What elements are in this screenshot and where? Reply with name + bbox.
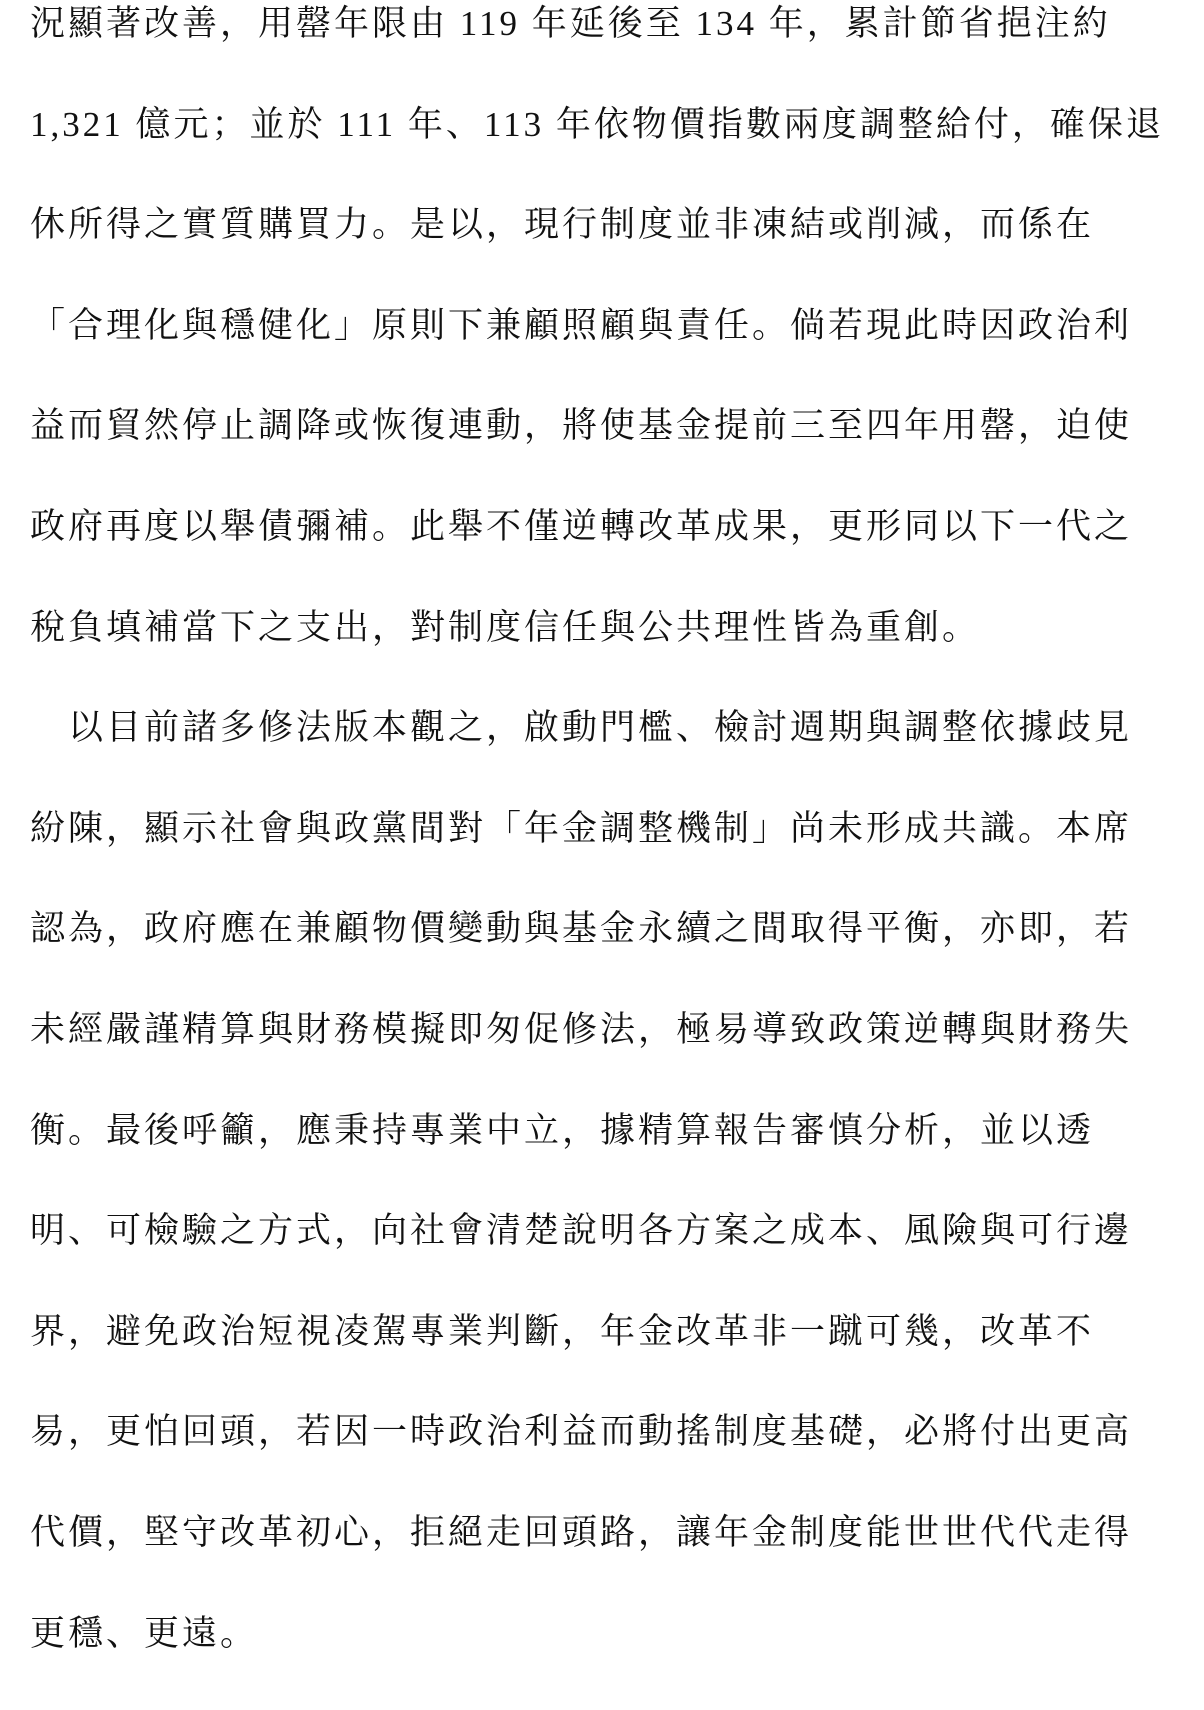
text-line: 紛陳，顯示社會與政黨間對「年金調整機制」尚未形成共識。本席: [30, 808, 1133, 848]
text-line: 易，更怕回頭，若因一時政治利益而動搖制度基礎，必將付出更高: [30, 1412, 1133, 1452]
text-line: 界，避免政治短視凌駕專業判斷，年金改革非一蹴可幾，改革不: [30, 1311, 1095, 1351]
text-line: 「合理化與穩健化」原則下兼顧照顧與責任。倘若現此時因政治利: [30, 305, 1133, 345]
body-text: [30, 0, 1190, 1710]
text-line: 稅負填補當下之支出，對制度信任與公共理性皆為重創。: [30, 607, 981, 647]
text-line: 1,321 億元；並於 111 年、113 年依物價指數兩度調整給付，確保退: [30, 104, 1164, 144]
text-line: 更穩、更遠。: [30, 1613, 259, 1653]
text-line: 代價，堅守改革初心，拒絕走回頭路，讓年金制度能世世代代走得: [30, 1512, 1133, 1552]
paragraph-start-line: 以目前諸多修法版本觀之，啟動門檻、檢討週期與調整依據歧見: [68, 708, 1133, 748]
text-line: 明、可檢驗之方式，向社會清楚說明各方案之成本、風險與可行邊: [30, 1211, 1133, 1251]
text-line: 益而貿然停止調降或恢復連動，將使基金提前三至四年用罄，迫使: [30, 406, 1133, 446]
text-line: 政府再度以舉債彌補。此舉不僅逆轉改革成果，更形同以下一代之: [30, 506, 1133, 546]
text-line: 休所得之實質購買力。是以，現行制度並非凍結或削減，而係在: [30, 205, 1095, 245]
text-line: 衡。最後呼籲，應秉持專業中立，據精算報告審慎分析，並以透: [30, 1110, 1095, 1150]
text-line: 未經嚴謹精算與財務模擬即匆促修法，極易導致政策逆轉與財務失: [30, 1009, 1133, 1049]
text-line: 況顯著改善，用罄年限由 119 年延後至 134 年，累計節省挹注約: [30, 4, 1111, 43]
text-line: 認為，政府應在兼顧物價變動與基金永續之間取得平衡，亦即，若: [30, 909, 1133, 949]
